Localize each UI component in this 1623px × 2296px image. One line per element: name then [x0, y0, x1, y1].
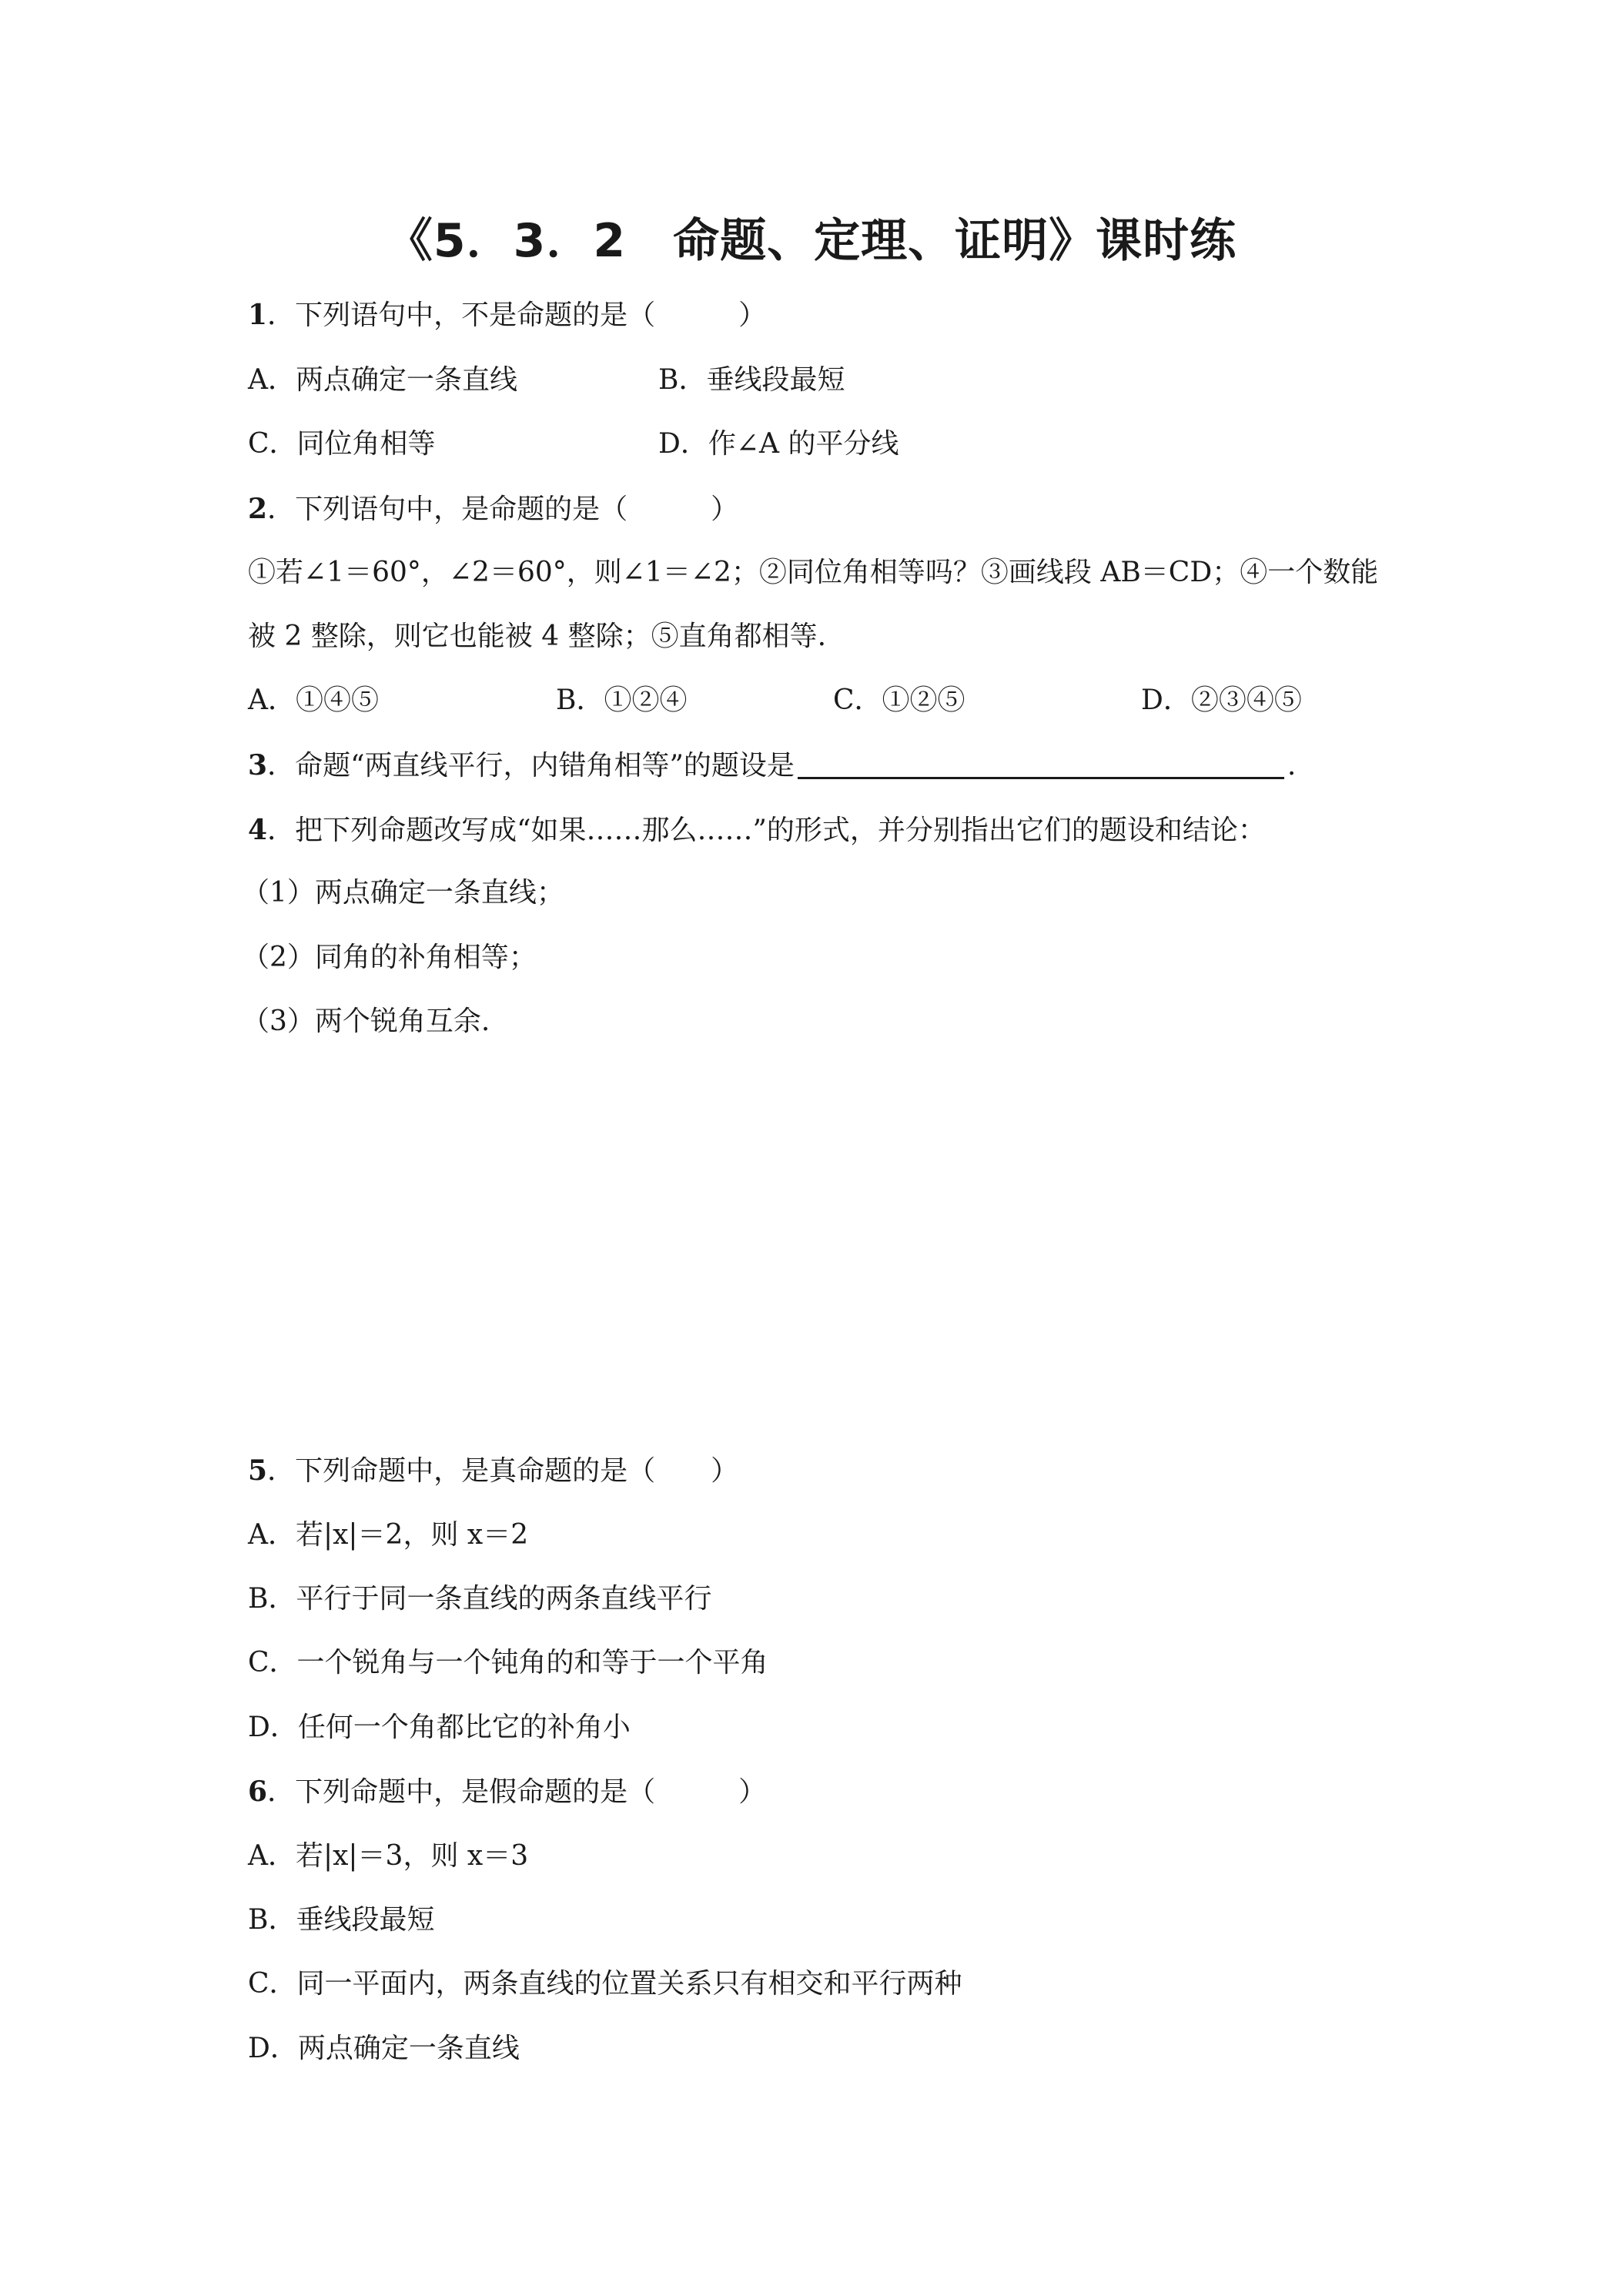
q1-option-d: D．作∠A 的平分线: [658, 428, 899, 460]
q5-option-b: B．平行于同一条直线的两条直线平行: [248, 1583, 712, 1615]
question-number: 4: [248, 814, 268, 846]
question-2-stem: [248, 490, 738, 528]
question-text: ．下列命题中，是真命题的是（ ）: [267, 1455, 739, 1487]
q5-option-a: A．若|x|＝2，则 x＝2: [248, 1519, 529, 1551]
q2-option-d: D．②③④⑤: [1141, 684, 1302, 716]
question-text: ．命题“两直线平行，内错角相等”的题设是: [267, 750, 795, 782]
q4-item-2: （2）同角的补角相等；: [242, 942, 537, 973]
q6-option-d: D．两点确定一条直线: [248, 2033, 520, 2064]
question-number: 3: [248, 749, 268, 782]
question-4-stem: [248, 812, 1266, 849]
question-5-stem: [248, 1452, 738, 1490]
question-number: 2: [248, 493, 268, 525]
question-text: ．下列语句中，是命题的是（ ）: [267, 494, 739, 525]
q6-option-b: B．垂线段最短: [248, 1904, 435, 1936]
q2-option-b: B．①②④: [556, 684, 688, 716]
question-3-stem: [248, 747, 1296, 785]
question-end-mark: .: [1287, 750, 1297, 782]
q5-option-c: C．一个锐角与一个钝角的和等于一个平角: [248, 1647, 768, 1678]
question-text: ．把下列命题改写成“如果……那么……”的形式，并分别指出它们的题设和结论：: [267, 815, 1266, 846]
question-number: 5: [248, 1454, 268, 1487]
question-text: ．下列命题中，是假命题的是（ ）: [267, 1776, 767, 1808]
q4-item-3: （3）两个锐角互余.: [242, 1006, 490, 1037]
q2-statements-line-2: 被 2 整除，则它也能被 4 整除；⑤直角都相等.: [248, 621, 827, 652]
q2-option-a: A．①④⑤: [248, 684, 379, 716]
q6-option-a: A．若|x|＝3，则 x＝3: [248, 1840, 529, 1872]
q1-option-c: C．同位角相等: [248, 428, 436, 460]
question-number: 6: [248, 1776, 268, 1808]
question-6-stem: [248, 1773, 766, 1811]
question-text: ．下列语句中，不是命题的是（ ）: [267, 300, 767, 331]
page-title: 《5．3．2 命题、定理、证明》课时练: [386, 214, 1237, 268]
q2-option-c: C．①②⑤: [833, 684, 965, 716]
q2-statements-line-1: ①若∠1＝60°，∠2＝60°，则∠1＝∠2；②同位角相等吗？③画线段 AB＝CD；④一个数能: [248, 557, 1379, 588]
answer-blank[interactable]: [798, 749, 1284, 779]
q5-option-d: D．任何一个角都比它的补角小: [248, 1712, 631, 1743]
q1-option-a: A．两点确定一条直线: [248, 364, 517, 396]
q6-option-c: C．同一平面内，两条直线的位置关系只有相交和平行两种: [248, 1968, 962, 2000]
q1-option-b: B．垂线段最短: [658, 364, 845, 396]
question-1-stem: [248, 296, 766, 334]
q4-item-1: （1）两点确定一条直线；: [242, 877, 564, 909]
question-number: 1: [248, 299, 268, 331]
